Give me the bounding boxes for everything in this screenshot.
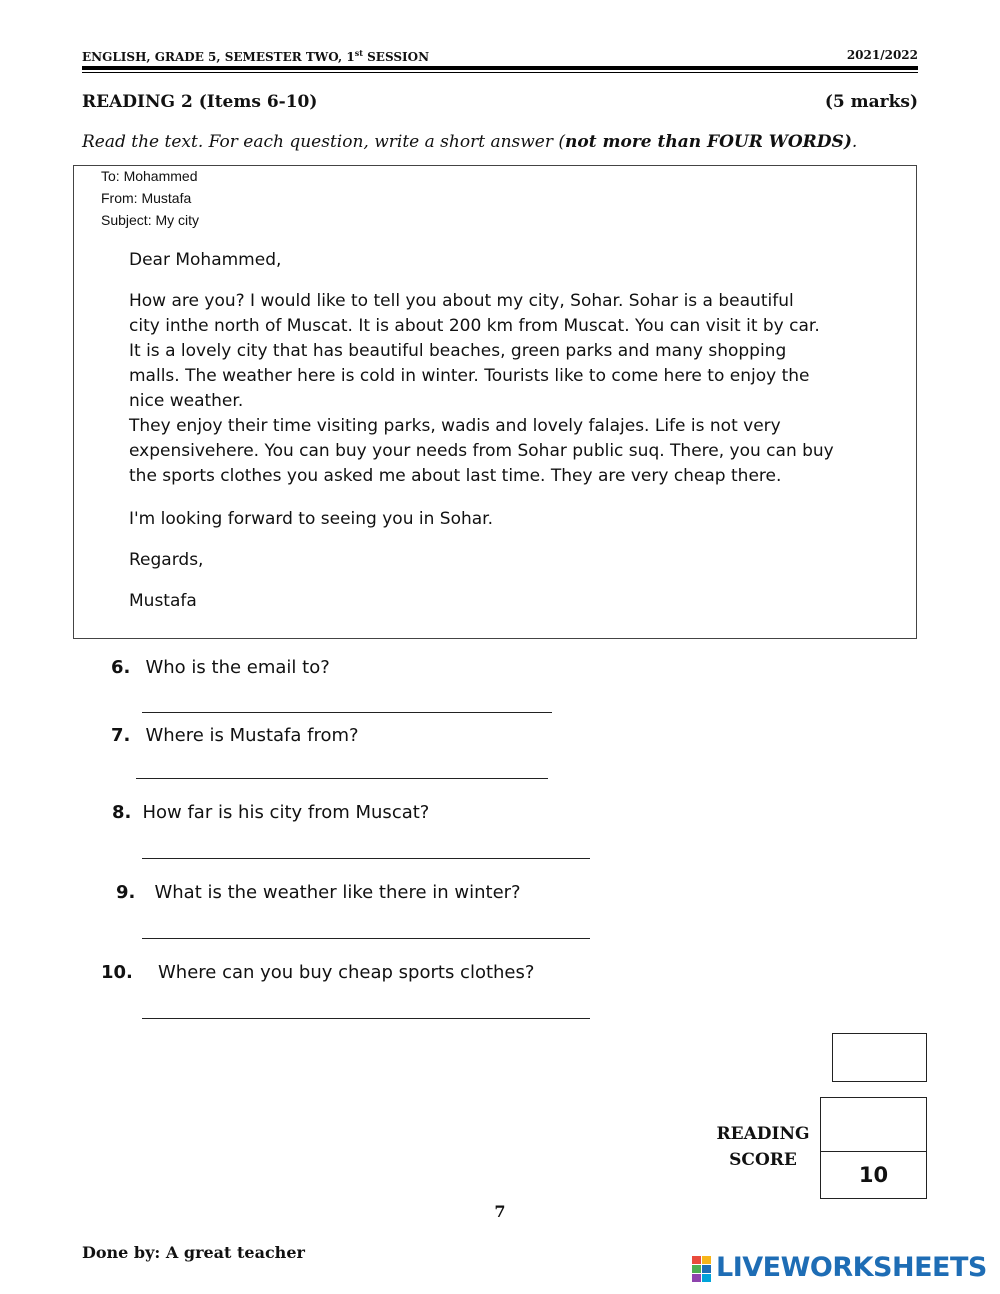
email-greeting: Dear Mohammed, <box>129 250 282 270</box>
section-marks: (5 marks) <box>824 92 918 112</box>
score-input-box[interactable] <box>820 1097 927 1152</box>
answer-line-10[interactable] <box>142 1018 590 1019</box>
header-rule-thin <box>82 72 918 73</box>
question-6: 6. Who is the email to? <box>111 657 330 678</box>
email-line: It is a lovely city that has beautiful beaches, green parks and many shopping <box>129 341 787 361</box>
email-subject: Subject: My city <box>101 212 200 228</box>
score-total: 10 <box>820 1151 927 1199</box>
question-10: 10. Where can you buy cheap sports clothes? <box>101 962 535 983</box>
email-line: expensivehere. You can buy your needs from Sohar public suq. There, you can buy <box>129 441 834 461</box>
question-7: 7. Where is Mustafa from? <box>111 725 359 746</box>
question-8: 8. How far is his city from Muscat? <box>112 802 430 823</box>
email-closing: I'm looking forward to seeing you in Sohar. <box>129 509 493 529</box>
email-signature: Mustafa <box>129 591 197 611</box>
header-rule-thick <box>82 66 918 70</box>
email-line: the sports clothes you asked me about last time. They are very cheap there. <box>129 466 782 486</box>
email-to: To: Mohammed <box>101 168 198 184</box>
email-regards: Regards, <box>129 550 204 570</box>
email-line: How are you? I would like to tell you about my city, Sohar. Sohar is a beautiful <box>129 291 794 311</box>
email-line: city inthe north of Muscat. It is about 200 km from Muscat. You can visit it by car. <box>129 316 820 336</box>
email-body <box>129 289 899 489</box>
mark-box[interactable] <box>832 1033 927 1082</box>
exam-year: 2021/2022 <box>846 48 918 62</box>
liveworksheets-logo[interactable]: LIVEWORKSHEETS <box>716 1252 987 1283</box>
section-title: READING 2 (Items 6-10) <box>82 92 318 112</box>
answer-line-9[interactable] <box>142 938 590 939</box>
answer-line-7[interactable] <box>136 778 548 779</box>
email-line: nice weather. <box>129 391 244 411</box>
question-9: 9. What is the weather like there in winter? <box>116 882 521 903</box>
email-from: From: Mustafa <box>101 190 192 206</box>
page-number: 7 <box>494 1202 506 1221</box>
email-line: They enjoy their time visiting parks, wadis and lovely falajes. Life is not very <box>129 416 781 436</box>
answer-line-6[interactable] <box>142 712 552 713</box>
footer-credit: Done by: A great teacher <box>82 1243 305 1262</box>
exam-header: ENGLISH, GRADE 5, SEMESTER TWO, 1st SESSION <box>82 48 430 64</box>
instruction: Read the text. For each question, write a short answer (not more than FOUR WORDS). <box>82 132 858 152</box>
answer-line-8[interactable] <box>142 858 590 859</box>
email-line: malls. The weather here is cold in winter. Tourists like to come here to enjoy the <box>129 366 810 386</box>
reading-score-label: READING SCORE <box>716 1124 810 1170</box>
liveworksheets-logo-icon <box>692 1256 712 1282</box>
